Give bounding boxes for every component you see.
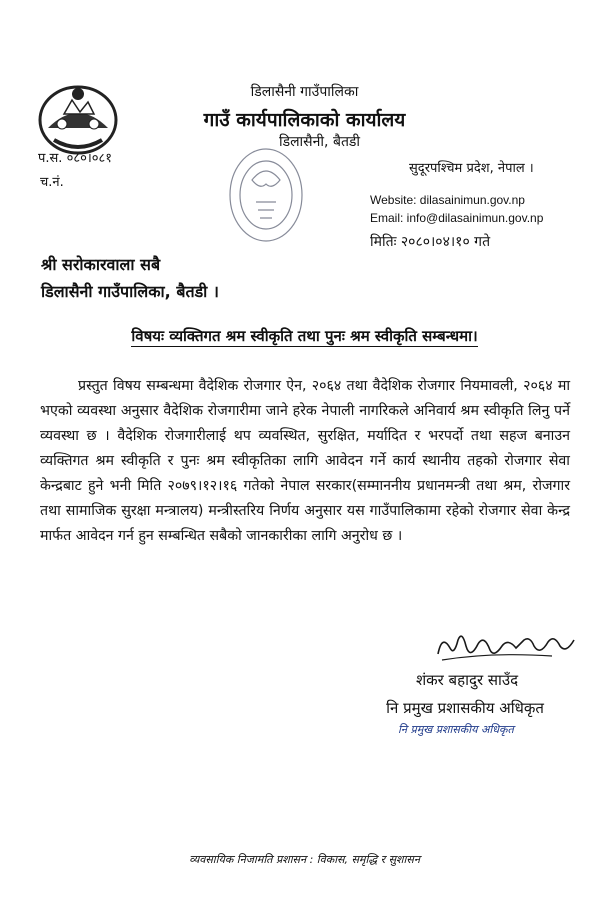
signature-icon — [432, 626, 582, 666]
dispatch-number: च.नं. — [40, 175, 64, 190]
province-name: सुदूरपश्चिम प्रदेश, नेपाल । — [409, 161, 534, 176]
subject-text: विषयः व्यक्तिगत श्रम स्वीकृति तथा पुनः श्रम स्वीकृति सम्बन्धमा। — [131, 327, 478, 345]
website-text: Website: dilasainimun.gov.np — [370, 193, 525, 207]
subject-line — [0, 326, 609, 346]
signer-designation: नि प्रमुख प्रशासकीय अधिकृत — [386, 699, 544, 717]
signer-name: शंकर बहादुर साउँद — [415, 671, 519, 689]
footer-slogan: व्यवसायिक निजामति प्रशासन : विकास, समृद्धि र सुशासन — [189, 853, 420, 866]
reference-number: प.स. ०८०।०८१ — [38, 151, 113, 166]
letter-date: मितिः २०८०।०४।१० गते — [370, 234, 491, 250]
email-text: Email: info@dilasainimun.gov.np — [370, 211, 544, 225]
designation-stamp: नि प्रमुख प्रशासकीय अधिकृत — [398, 723, 514, 736]
addressee-line-2: डिलासैनी गाउँपालिका, बैतडी । — [41, 282, 219, 301]
municipality-name: डिलासैनी गाउँपालिका — [250, 84, 359, 100]
letter-body: प्रस्तुत विषय सम्बन्धमा वैदेशिक रोजगार ऐन, २०६४ तथा वैदेशिक रोजगार नियमावली, २०६४ मा भएको व्यवस्था अनुसार वैदेशिक रोजगारीमा जाने हरेक नेपाली नागरिकले अनिवार्य श्रम स्वीकृति लिनु पर्ने व्यवस्था छ । वैदेशिक रोजगारीलाई थप व्यवस्थित, सुरक्षित, मर्यादित र भरपर्दो तथा सहज बनाउन व्यक्तिगत श्रम स्वीकृति र पुनः श्रम स्वीकृतिका लागि आवेदन गर्ने कार्य स्थानीय तहको रोजगार सेवा केन्द्रबाट हुने भनी मिति २०७९।१२।१६ गतेको नेपाल सरकार(सम्माननीय प्रधानमन्त्री तथा श्रम, रोजगार तथा सामाजिक सुरक्षा मन्त्रालय) मन्त्रीस्तरिय निर्णय अनुसार यस गाउँपालिकामा रहेको रोजगार सेवा केन्द्र मार्फत आवेदन गर्न हुन सम्बन्धित सबैको जानकारीका लागि अनुरोध छ । — [40, 378, 570, 544]
addressee-line-1: श्री सरोकारवाला सबै — [41, 255, 161, 274]
office-name: गाउँ कार्यपालिकाको कार्यालय — [203, 109, 406, 131]
office-location: डिलासैनी, बैतडी — [278, 134, 361, 150]
office-seal-icon — [216, 140, 316, 260]
